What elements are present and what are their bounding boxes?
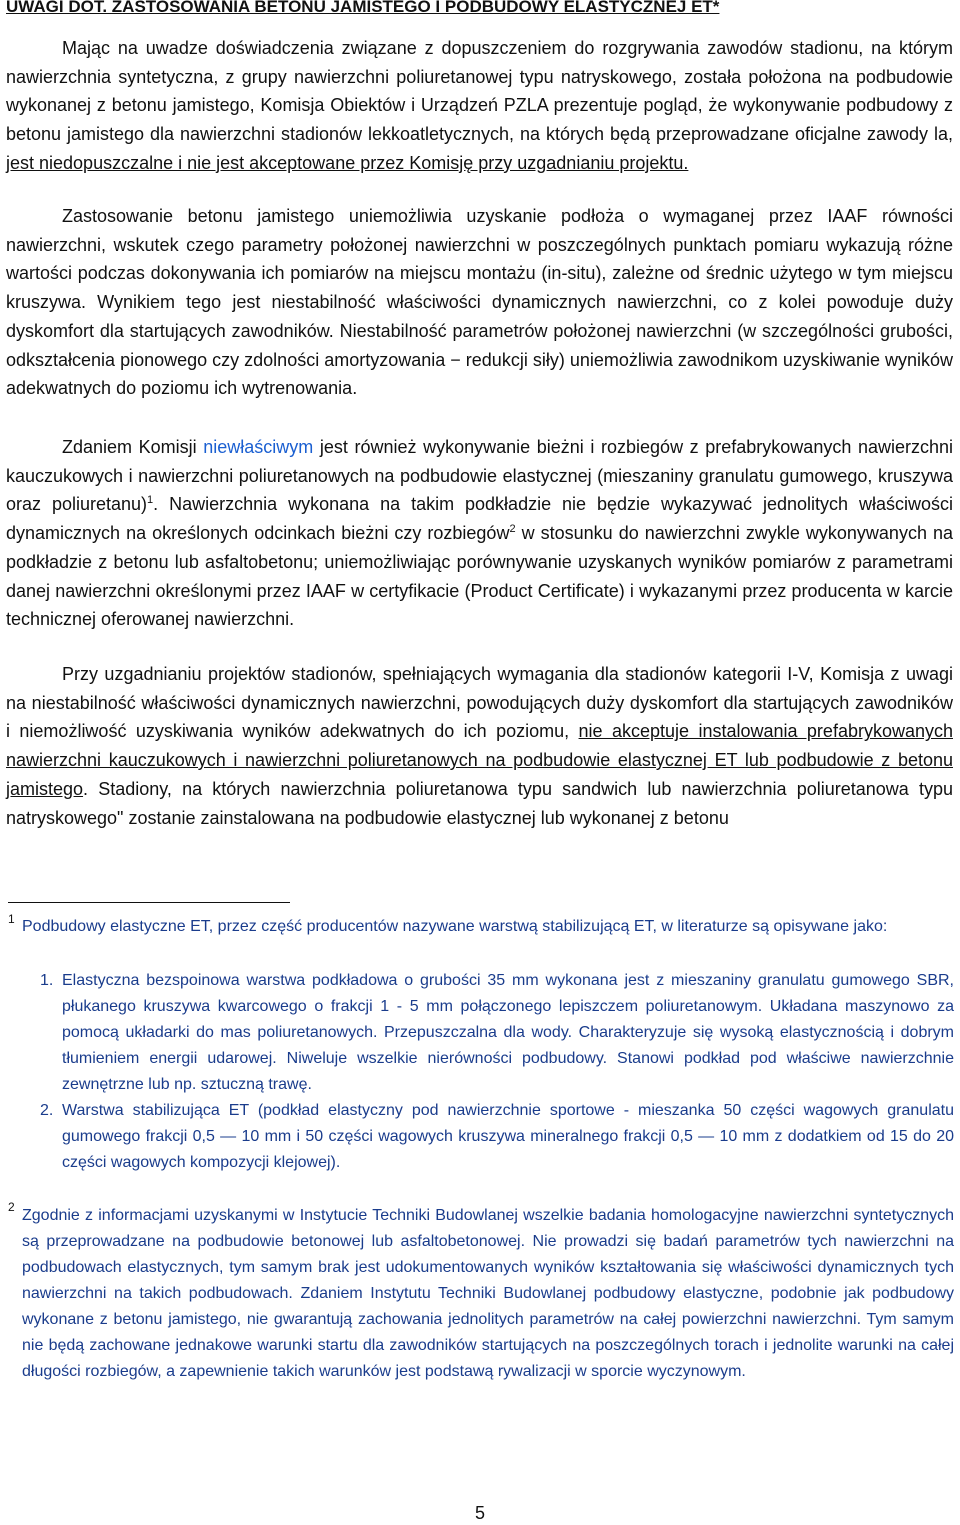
paragraph-3 — [6, 433, 953, 634]
footnote-1-list — [40, 968, 954, 1176]
footnote-1-item — [40, 1098, 954, 1176]
footnote-separator — [8, 902, 290, 903]
footnote-ref-2[interactable]: 2 — [509, 523, 516, 536]
paragraph-2-text: Zastosowanie betonu jamistego uniemożliwia uzyskanie podłoża o wymaganej przez IAAF równości nawierzchni, wskutek czego parametry położonej nawierzchni w poszczególnych punktach pomiaru wykazują różne wartości podczas dokonywania ich pomiarów na miejscu montażu (in-situ), zależne od średnic użytego w tym miejscu kruszywa. Wynikiem tego jest niestabilność właściwości dynamicznych nawierzchni, co z kolei powoduje duży dyskomfort dla startujących zawodników. Niestabilność parametrów położonej nawierzchni (w szczególności grubości, odkształcenia pionowego czy zdolności amortyzowania − redukcji siły) uniemożliwia zawodnikom uzyskiwanie wyników adekwatnych do poziomu ich wytrenowania. — [6, 206, 953, 399]
paragraph-4 — [6, 660, 953, 832]
footnote-1-item-number: 2. — [40, 1102, 54, 1119]
paragraph-1-text: Mając na uwadze doświadczenia związane z dopuszczeniem do rozgrywania zawodów stadionu, na którym nawierzchnia syntetyczna, z grupy nawierzchni poliuretanowej typu natryskowego, została położona na podbudowie wykonanej z betonu jamistego, Komisja Obiektów i Urządzeń PZLA prezentuje pogląd, że wykonywanie podbudowy z betonu jamistego dla nawierzchni stadionów lekkoatletycznych, na których będą przeprowadzane oficjalne zawody la, — [6, 38, 953, 145]
page-number: 5 — [474, 1503, 485, 1523]
paragraph-3-part1: Zdaniem Komisji — [62, 437, 204, 457]
paragraph-2 — [6, 202, 953, 403]
footnote-1-item — [40, 968, 954, 1098]
paragraph-4-part2: . Stadiony, na których nawierzchnia poliuretanowa typu sandwich lub nawierzchnia poliuretanowa typu natryskowego" zostanie zainstalowana na podbudowie elastycznej lub wykonanej z betonu — [6, 778, 953, 828]
page-heading: UWAGI DOT. ZASTOSOWANIA BETONU JAMISTEGO I PODBUDOWY ELASTYCZNEJ ET* — [6, 0, 720, 16]
paragraph-4-part1: Przy uzgadnianiu projektów stadionów, spełniających wymagania dla stadionów kategorii I-V, Komisja z uwagi na niestabilność właściwości dynamicznych nawierzchni, powodujących duży dyskomfort dla startujących zawodników i niemożliwość uzyskiwania wyników adekwatnych do ich poziomu, — [6, 664, 953, 742]
paragraph-1-underlined: jest niedopuszczalne i nie jest akceptowane przez Komisję przy uzgadnianiu projektu. — [6, 152, 689, 173]
paragraph-1 — [6, 34, 953, 178]
footnote-1-item-text: Warstwa stabilizująca ET (podkład elastyczny pod nawierzchnie sportowe - mieszanka 50 części wagowych granulatu gumowego frakcji 0,5 — 10 mm i 50 części wagowych kruszywa mineralnego frakcji 0,5 — 10 mm z dodatkiem od 15 do 20 części wagowych kompozycji klejowej). — [62, 1102, 954, 1171]
footnote-2-text: Zgodnie z informacjami uzyskanymi w Instytucie Techniki Budowlanej wszelkie badania homologacyjne nawierzchni syntetycznych są przeprowadzane na podbudowie betonowej lub asfaltobetonowej. Nie prowadzi się badań parametrów tych nawierzchni na podbudowach elastycznych, tym samym brak jest udokumentowanych wyników kształtowania się właściwości dynamicznych tych nawierzchni na takich podbudowach. Zdaniem Instytutu Techniki Budowlanej podbudowy elastyczne, podobnie jak podbudowy wykonane z betonu jamistego, nie gwarantują zachowania jednolitych parametrów na całej powierzchni nawierzchni. Tym samym nie będą zachowane jednakowe warunki startu dla zawodników startujących na poszczególnych torach i jednolite warunki na całej długości rozbiegów, a zapewnienie takich warunków jest podstawą rywalizacji w sporcie wyczynowym. — [22, 1207, 954, 1380]
paragraph-3-part3: . Nawierzchnia wykonana na takim podkładzie nie będzie wykazywać jednolitych właściwości dynamicznych na określonych odcinkach bieżni czy rozbiegów — [6, 494, 953, 544]
footnote-1-intro: Podbudowy elastyczne ET, przez część producentów nazywane warstwą stabilizującą ET, w literaturze są opisywane jako: — [22, 918, 888, 935]
footnote-ref-1[interactable]: 1 — [147, 494, 154, 507]
footnote-1-mark: 1 — [8, 912, 15, 926]
footnote-1-item-text: Elastyczna bezspoinowa warstwa podkładowa o grubości 35 mm wykonana jest z mieszaniny granulatu gumowego SBR, płukanego kruszywa kwarcowego o frakcji 1 - 5 mm połączonego lepiszczem poliuretanowym. Układana maszynowo za pomocą układarki do mas poliuretanowych. Przepuszczalna dla wody. Charakteryzuje się wysoką elastycznością i dobrym tłumieniem energii udarowej. Niweluje wszelkie nierówności podbudowy. Stanowi podkład pod właściwe nawierzchnie zewnętrzne lub np. sztuczną trawę. — [62, 972, 954, 1093]
paragraph-3-part4: w stosunku do nawierzchni zwykle wykonywanych na podkładzie z betonu lub asfaltobetonu; uniemożliwiając porównywanie uzyskanych wyników pomiarów z parametrami danej nawierzchni określonymi przez IAAF w certyfikacie (Product Certificate) i wykazanymi przez producenta w karcie technicznej oferowanej nawierzchni. — [6, 523, 954, 630]
footnote-1-item-number: 1. — [40, 972, 54, 989]
footnote-2-mark: 2 — [8, 1200, 15, 1214]
paragraph-4-underlined: nie akceptuje instalowania prefabrykowanych nawierzchni kauczukowych i nawierzchni poliuretanowych na podbudowie elastycznej ET lub podbudowie z betonu jamistego — [6, 721, 953, 799]
paragraph-3-part2: jest również wykonywanie bieżni i rozbiegów z prefabrykowanych nawierzchni kauczukowych i nawierzchni poliuretanowych na podbudowie elastycznej (mieszaniny granulatu gumowego, kruszywa oraz poliuretanu) — [6, 437, 953, 515]
paragraph-3-highlight: niewłaściwym — [203, 437, 314, 457]
